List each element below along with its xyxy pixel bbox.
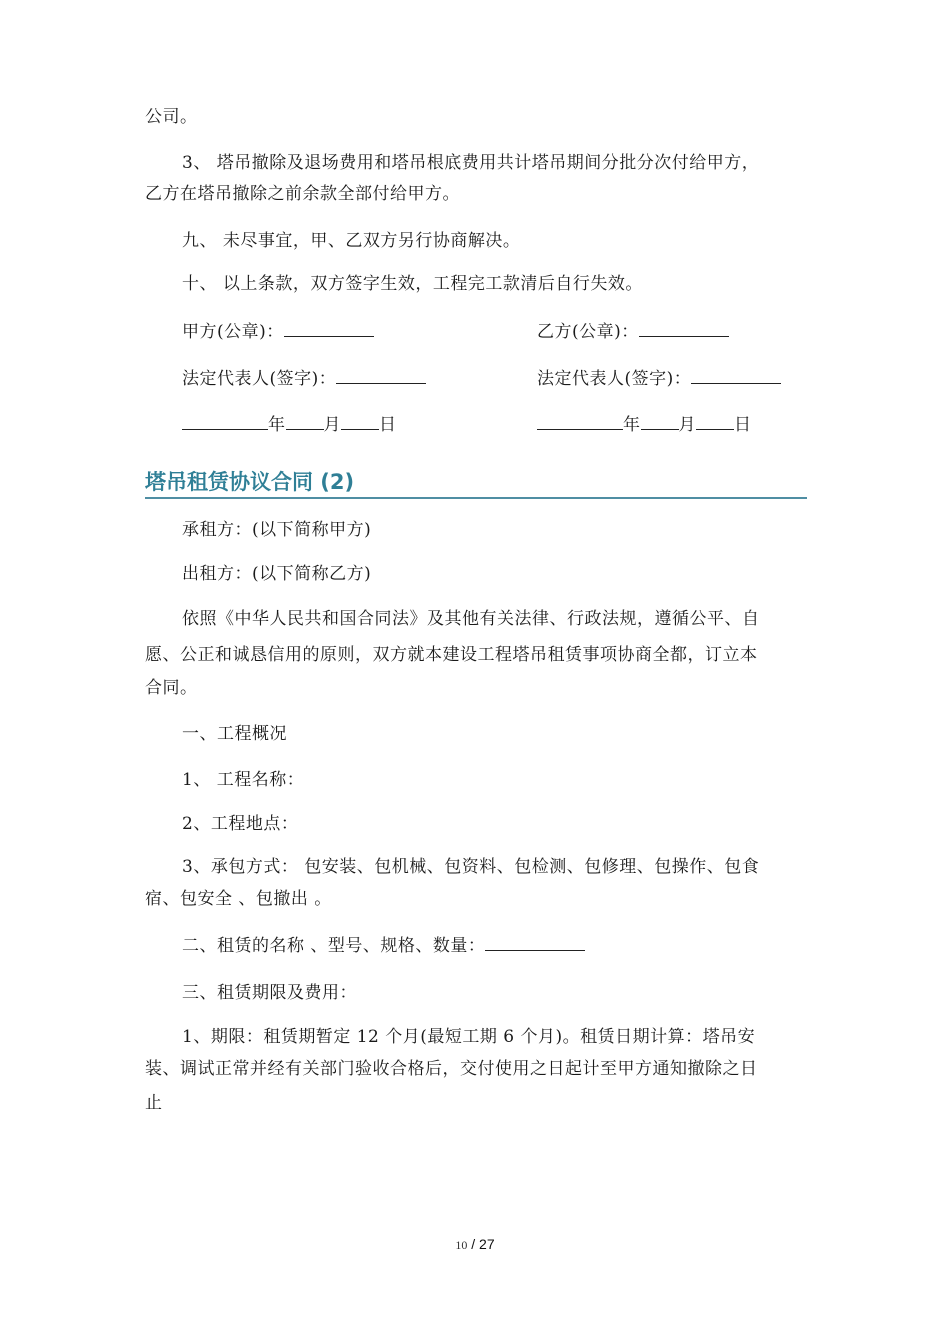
rep-b-sign-label: 法定代表人(签字)： <box>537 369 692 389</box>
clause-10: 十、 以上条款，双方签字生效，工程完工款清后自行失效。 <box>182 274 643 294</box>
lessor-line: 出租方：(以下简称乙方) <box>182 564 372 584</box>
page-separator: / <box>467 1236 480 1252</box>
party-b-seal-label: 乙方(公章)： <box>537 322 639 342</box>
date-b-day-blank <box>696 413 734 430</box>
rep-b-sign-field <box>537 367 781 390</box>
part-1-title: 一、工程概况 <box>182 724 287 744</box>
date-b-month-blank <box>641 413 679 430</box>
part-2-title: 二、租赁的名称 、型号、规格、数量： <box>182 936 486 956</box>
clause-9: 九、 未尽事宜，甲、乙双方另行协商解决。 <box>182 231 521 251</box>
part-1-item-3-line-1: 3、承包方式： 包安装、包机械、包资料、包检测、包修理、包操作、包食 <box>182 857 760 877</box>
party-a-seal-field <box>182 320 374 343</box>
date-a-day-label: 日 <box>379 415 397 435</box>
date-b-year-blank <box>537 413 623 430</box>
clause-8-item-3-line-2: 乙方在塔吊撤除之前余款全部付给甲方。 <box>145 184 460 204</box>
clause-8-item-3-line-1: 3、 塔吊撤除及退场费用和塔吊根底费用共计塔吊期间分批分次付给甲方， <box>182 153 760 173</box>
section-heading: 塔吊租赁协议合同 (2) <box>145 469 807 499</box>
part-2-blank <box>485 934 585 951</box>
rep-b-sign-blank <box>691 367 781 384</box>
intro-line-3: 合同。 <box>145 678 198 698</box>
rep-a-sign-field <box>182 367 426 390</box>
rep-a-sign-label: 法定代表人(签字)： <box>182 369 337 389</box>
part-2-title-field <box>182 934 585 957</box>
part-3-item-1-line-2: 装、调试正常并经有关部门验收合格后，交付使用之日起计至甲方通知撤除之日 <box>145 1059 758 1079</box>
intro-line-1: 依照《中华人民共和国合同法》及其他有关法律、行政法规，遵循公平、自 <box>182 609 760 629</box>
page-current: 10 <box>455 1238 468 1252</box>
part-1-item-1: 1、 工程名称： <box>182 770 305 790</box>
party-b-seal-blank <box>639 320 729 337</box>
part-3-item-1-line-3: 止 <box>145 1093 163 1113</box>
date-b-field <box>537 413 752 436</box>
date-a-day-blank <box>341 413 379 430</box>
page-total: 27 <box>479 1236 495 1252</box>
rep-a-sign-blank <box>336 367 426 384</box>
lessee-line: 承租方：(以下简称甲方) <box>182 520 372 540</box>
page-number <box>0 1236 950 1253</box>
part-1-item-3-line-2: 宿、包安全 、包撤出 。 <box>145 889 332 909</box>
date-b-month-label: 月 <box>678 415 696 435</box>
part-1-item-2: 2、工程地点： <box>182 814 299 834</box>
paragraph-continuation: 公司。 <box>145 107 198 127</box>
intro-line-2: 愿、公正和诚恳信用的原则，双方就本建设工程塔吊租赁事项协商全都，订立本 <box>145 645 758 665</box>
party-a-seal-blank <box>284 320 374 337</box>
party-a-seal-label: 甲方(公章)： <box>182 322 284 342</box>
date-b-year-label: 年 <box>623 415 641 435</box>
date-a-year-blank <box>182 413 268 430</box>
date-b-day-label: 日 <box>734 415 752 435</box>
part-3-item-1-line-1: 1、期限：租赁期暂定 12 个月(最短工期 6 个月)。租赁日期计算：塔吊安 <box>182 1027 756 1047</box>
date-a-field <box>182 413 397 436</box>
date-a-month-label: 月 <box>323 415 341 435</box>
party-b-seal-field <box>537 320 729 343</box>
date-a-year-label: 年 <box>268 415 286 435</box>
date-a-month-blank <box>286 413 324 430</box>
part-3-title: 三、租赁期限及费用： <box>182 983 357 1003</box>
